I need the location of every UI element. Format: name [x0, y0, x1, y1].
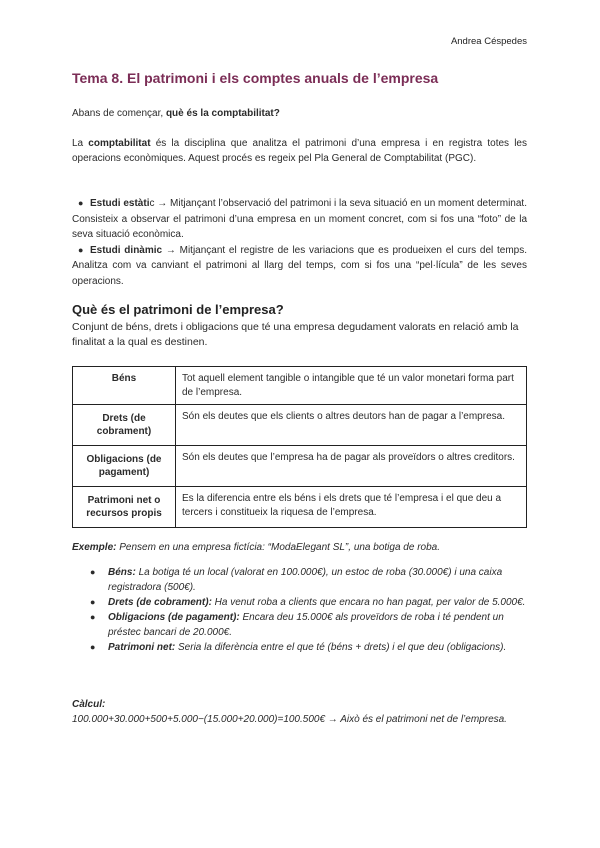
study-label-tail: c	[149, 198, 155, 209]
list-item	[72, 243, 527, 290]
table-value: Es la diferencia entre els béns i els drets que té l’empresa i el que deu a tercers i constitueix la riquesa de l’empresa.	[176, 487, 527, 528]
study-text: → Mitjançant l’observació del patrimoni i la seva situació en un moment determinat. Consisteix a observar el patrimoni d’una empresa en un moment concret, com si fos una “foto” de la seva situació econòmica.	[72, 198, 527, 240]
table-row	[73, 446, 527, 487]
bullet-icon: ●	[90, 612, 96, 622]
example-item-text: Seria la diferència entre el que té (béns + drets) i el que deu (obligacions).	[175, 642, 507, 653]
calc-label-text: Càlcul:	[72, 699, 106, 710]
table-key: Drets (de cobrament)	[73, 405, 176, 446]
table-key: Obligacions (de pagament)	[73, 446, 176, 487]
patrimoni-table	[72, 366, 527, 528]
header-author: Andrea Céspedes	[450, 36, 527, 47]
table-key: Béns	[73, 367, 176, 405]
table-value: Són els deutes que els clients o altres deutors han de pagar a l’empresa.	[176, 405, 527, 446]
calc-label	[72, 697, 527, 712]
table-value: Són els deutes que l’empresa ha de pagar als proveïdors o altres creditors.	[176, 446, 527, 487]
definition-pre: La	[72, 138, 89, 149]
page-title: Tema 8. El patrimoni i els comptes anuals de l’empresa	[72, 70, 439, 86]
intro-paragraph	[72, 106, 527, 121]
example-intro	[72, 540, 527, 555]
calc-formula: 100.000+30.000+500+5.000−(15.000+20.000)=100.500€	[72, 714, 326, 725]
table-value: Tot aquell element tangible o intangible que té un valor monetari forma part de l’empresa.	[176, 367, 527, 405]
example-item-text: Ha venut roba a clients que encara no han pagat, per valor de 5.000€.	[211, 597, 526, 608]
intro-question: què és la comptabilitat?	[165, 108, 280, 119]
bullet-icon: ●	[90, 597, 96, 607]
example-item-label: Drets (de cobrament):	[108, 597, 212, 608]
accounting-definition	[72, 136, 527, 166]
list-item	[72, 640, 527, 655]
study-label: Estudi dinàmic	[90, 244, 163, 256]
table-row	[73, 367, 527, 405]
definition-text: és la disciplina que analitza el patrimoni d’una empresa i en registra totes les operacions econòmiques. Aquest procés es regeix pel Pla General de Comptabilitat (PGC).	[72, 138, 527, 164]
list-item	[72, 565, 527, 595]
calc-paragraph	[72, 712, 527, 727]
section-heading: Què és el patrimoni de l’empresa?	[72, 302, 284, 317]
list-item	[72, 595, 527, 610]
intro-prefix: Abans de començar,	[72, 108, 166, 119]
study-list	[72, 196, 527, 289]
bullet-icon: ●	[90, 642, 96, 652]
example-item-text: La botiga té un local (valorat en 100.000€), un estoc de roba (30.000€) i una caixa registradora (500€).	[108, 567, 503, 593]
study-label: Estudi estàti	[90, 198, 150, 209]
list-item	[72, 610, 527, 640]
patrimoni-definition: Conjunt de béns, drets i obligacions que té una empresa degudament valorats en relació amb la finalitat a la qual es destinen.	[72, 321, 519, 348]
example-list	[72, 565, 527, 655]
bullet-icon: ●	[78, 198, 84, 208]
study-text: → Mitjançant el registre de les variacions que es produeixen el curs del temps. Analitza com va canviant el patrimoni al llarg del temps, com si fos una “pel·lícula” de les seves operacions.	[72, 244, 527, 287]
table-key: Patrimoni net o recursos propis	[73, 487, 176, 528]
table-row	[73, 487, 527, 528]
example-item-label: Patrimoni net:	[108, 642, 176, 653]
example-text: Pensem en una empresa fictícia: “ModaElegant SL”, una botiga de roba.	[116, 542, 440, 553]
example-item-label: Béns:	[108, 567, 136, 578]
example-item-label: Obligacions (de pagament):	[108, 612, 240, 623]
example-label: Exemple:	[72, 542, 117, 553]
definition-term: comptabilitat	[88, 138, 151, 149]
calc-result: → Això és el patrimoni net de l’empresa.	[325, 714, 507, 725]
bullet-icon: ●	[78, 244, 84, 255]
bullet-icon: ●	[90, 567, 96, 577]
table-row	[73, 405, 527, 446]
list-item	[72, 196, 527, 243]
example-item-text: Encara deu 15.000€ als proveïdors de roba i té pendent un préstec bancari de 20.000€.	[108, 612, 504, 638]
